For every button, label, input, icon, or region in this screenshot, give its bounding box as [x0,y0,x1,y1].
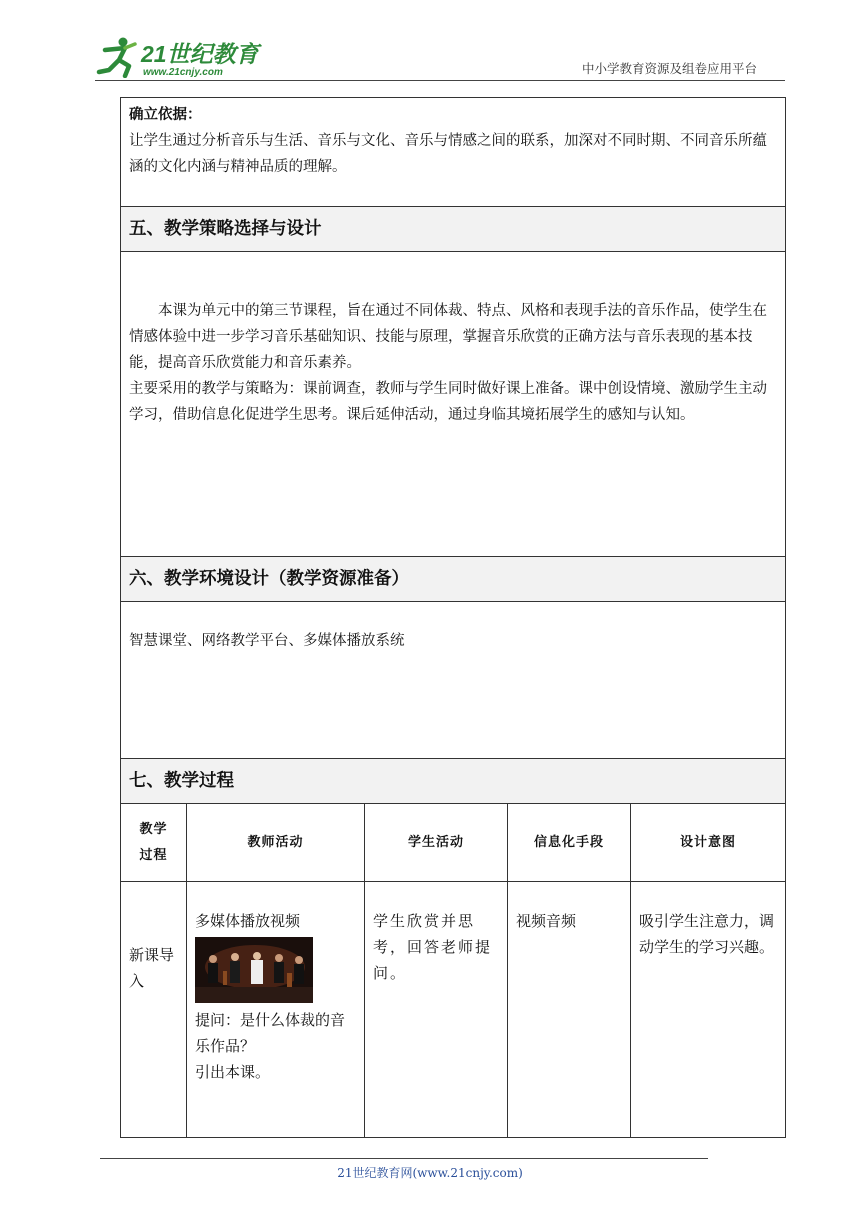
teacher-line1: 多媒体播放视频 [195,912,301,930]
logo-url: www.21cnjy.com [143,67,223,78]
col-header-teacher: 教师活动 [187,804,365,882]
site-tagline: 中小学教育资源及组卷应用平台 [581,61,757,76]
col-header-stage: 教学 过程 [121,804,187,882]
section6-title: 六、教学环境设计（教学资源准备） [121,557,786,602]
concert-photo [195,937,313,1003]
basis-cell [121,98,786,207]
table-row [121,882,786,1138]
teacher-line2: 提问：是什么体裁的音乐作品？ [195,1011,346,1055]
section5-title: 五、教学策略选择与设计 [121,207,786,252]
basis-text: 让学生通过分析音乐与生活、音乐与文化、音乐与情感之间的联系，加深对不同时期、不同音乐所蕴涵的文化内涵与精神品质的理解。 [129,133,767,175]
section6-text: 智慧课堂、网络教学平台、多媒体播放系统 [129,633,405,649]
col-header-media: 信息化手段 [508,804,631,882]
header-divider [95,80,785,81]
page-header [95,36,785,80]
section5-para1: 本课为单元中的第三节课程，旨在通过不同体裁、特点、风格和表现手法的音乐作品，使学生在情感体验中进一步学习音乐基础知识、技能与原理，掌握音乐欣赏的正确方法与音乐表现的基本技能，提高音乐欣赏能力和音乐素养。 [129,303,767,371]
stage-cell: 新课导入 [121,882,187,1138]
media-cell: 视频音频 [508,882,631,1138]
teacher-activity-cell [187,882,365,1138]
section6-body [121,602,786,759]
basis-title: 确立依据： [129,106,202,123]
site-logo [95,36,265,78]
student-activity-cell: 学生欣赏并思考，回答老师提问。 [365,882,508,1138]
col-header-intent: 设计意图 [631,804,786,882]
intent-cell: 吸引学生注意力，调动学生的学习兴趣。 [631,882,786,1138]
logo-text: 21世纪教育 [141,41,259,67]
teacher-line3: 引出本课。 [195,1063,271,1081]
footer-text: 21世纪教育网(www.21cnjy.com) [337,1166,523,1180]
section7-title: 七、教学过程 [121,759,786,804]
footer-divider [100,1158,708,1159]
section5-body [121,252,786,557]
section5-para2: 主要采用的教学与策略为：课前调查，教师与学生同时做好课上准备。课中创设情境、激励学生主动学习，借助信息化促进学生思考。课后延伸活动，通过身临其境拓展学生的感知与认知。 [129,381,767,423]
lesson-plan-table [120,97,786,1138]
col-header-student: 学生活动 [365,804,508,882]
